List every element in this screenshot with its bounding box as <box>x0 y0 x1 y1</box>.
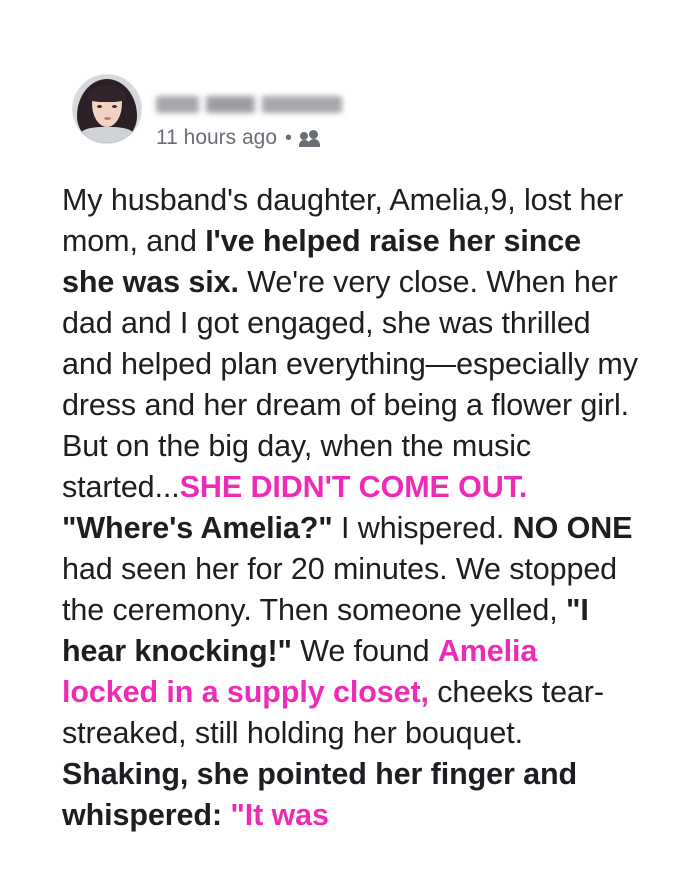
avatar-eye-right <box>112 105 117 108</box>
post-body-text <box>0 166 700 836</box>
friends-icon-head-right <box>309 130 318 139</box>
post-text-segment: We're very close. When her dad and I got engaged, she was thrilled and helped plan everything—especially my dress and her dream of being a flower girl. But on the big day, when the music started... <box>62 265 638 505</box>
avatar[interactable] <box>72 74 142 144</box>
avatar-mouth <box>104 117 111 120</box>
post-text-segment: NO ONE <box>512 511 633 546</box>
post-text-segment: cheeks tear-streaked, still holding her bouquet. <box>62 675 604 751</box>
post-header-text <box>156 74 342 150</box>
avatar-eye-left <box>97 105 102 108</box>
post-header <box>0 74 700 166</box>
author-name-redacted[interactable] <box>156 96 342 113</box>
post-text-segment: "I hear knocking!" <box>62 593 589 669</box>
post-text-segment: "Where's Amelia?" <box>62 511 333 546</box>
post-text-segment: "It was <box>230 798 329 833</box>
post-text-segment: I've helped raise her since she was six. <box>62 224 582 300</box>
friends-icon-head-left <box>300 132 308 140</box>
post-meta <box>156 126 342 150</box>
friends-icon[interactable] <box>300 129 322 147</box>
avatar-shoulders <box>81 127 133 143</box>
post-timestamp[interactable]: 11 hours ago <box>156 126 278 149</box>
post-text-segment: had seen her for 20 minutes. We stopped the ceremony. Then someone yelled, <box>62 552 618 628</box>
post-text-segment: SHE DIDN'T COME OUT. <box>179 470 528 505</box>
post-text-segment: I whispered. <box>332 511 513 546</box>
friends-icon-body-right <box>308 139 320 147</box>
post-text-segment: Shaking, she pointed her finger and whispered: <box>62 757 578 833</box>
meta-separator: • <box>285 126 293 149</box>
post-text-segment: Amelia locked in a supply closet, <box>62 634 538 710</box>
post-text-segment: My husband's daughter, Amelia,9, lost her mom, and <box>62 183 624 259</box>
post-text-segment: We found <box>291 634 438 669</box>
